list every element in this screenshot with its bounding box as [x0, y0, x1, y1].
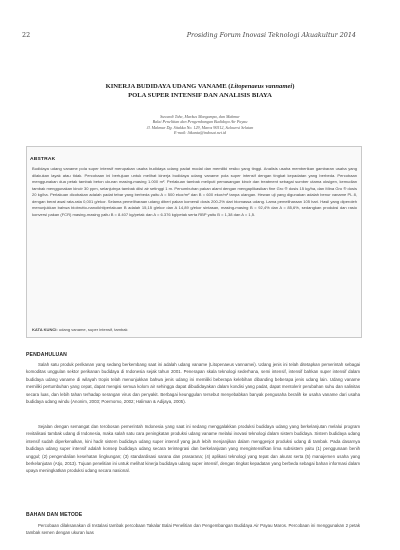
intro-paragraph-1: Salah satu produk perikanan yang sedang berkembang saat ini adalah udang vaname (Litopenaeus vannamei). Udang jenis ini telah ditetapkan pemerintah sebagai komoditas unggulan sektor perikanan budidaya di Indonesia sejak tahun 2001. Penerapan skala teknologi sederhana, semi intensif, intensif bahkan super intensif dalam budidaya udang vaname di wilayah tropis telah menunjukkan bahwa jenis udang ini memiliki beberapa kelebihan dibanding beberapa jenis udang lain. Udang vaname memiliki pertumbuhan yang cepat, dapat mengisi semua kolom air sehingga dapat dibudidayakan dalam kondisi yang padat, dapat mentolerir perubahan suhu dan salinitas secara luas, dan lebih tahan terhadap serangan virus dan penyakit. Berbagai keunggulan tersebut menyebabkan banyak pengusaha beralih ke usaha vaname dari usaha budidaya udang windu (Anonim, 2003; Poernomo, 2002; Haliman & Adijaya, 2005).	[26, 362, 360, 405]
page-number: 22	[22, 31, 31, 39]
methods-paragraph-1: Percobaan dilaksanakan di Instalasi tambak percobaan Takalar Balai Penelitian dan Pengembangan Budidaya Air Payau Maros. Percobaan ini menggunakan 2 petak tambak semen dengan ukuran luas	[26, 523, 360, 536]
paper-title	[52, 82, 348, 100]
author-email: E-mail: litkanta@indosat.net.id	[173, 130, 227, 136]
intro-paragraph-2: Sejalan dengan semangat dan terobosan pemerintah Indonesia yang saat ini sedang menggalakkan produksi budidaya udang yang berkelanjutan melalui program revitalisasi tambak udang di Indonesia, maka salah satu cara peningkatan produksi udang vaname melalui inovasi teknologi dalam sistem budidaya. Sistem budidaya udang intensif sudah diperkenalkan, kini hadir sistem budidaya udang super intensif yang jauh lebih menjanjikan dalam menggenjot produksi udang di tambak. Pada dasarnya budidaya udang super intensif adalah konsep budidaya udang secara terintegrasi dan berkelanjutan yang mengintensifkan lima subsistem yaitu (1) penggunaan benih unggul; (2) pengendalian kesehatan lingkungan; (3) standardisasi sarana dan prasarana; (4) aplikasi teknologi yang tepat dan akurat serta (5) manajemen usaha yang berkelanjutan (Atjo, 2013). Tujuan penelitian ini untuk melihat kinerja budidaya udang super intensif, dengan tingkat kepadatan yang berbeda sebagai bahan informasi dalam upaya meningkatkan produksi udang secara nasional.	[26, 424, 360, 474]
title-line-1: KINERJA BUDIDAYA UDANG VANAME (Litopenaeus vannamei)	[105, 83, 295, 90]
journal-name: Prosiding Forum Inovasi Teknologi Akuakultur 2014	[186, 31, 356, 39]
running-header	[22, 31, 356, 39]
keywords-label: KATA KUNCI:	[32, 327, 58, 332]
abstract-text: Budidaya udang vaname pola super intensif merupakan usaha budidaya udang padat modal dan memiliki resiko yang tinggi. Analisis usaha memberikan gambaran usaha yang dilakukan layak atau tidak. Percobaan ini bertujuan untuk melihat kinerja budidaya udang vaname pola super intensif dengan tingkat kepadatan yang berbeda. Percobaan menggunakan dua petak tambak beton ukuran masing-masing 1.000 m². Perlakuan tambak meliputi pemasangan kincir dan treatment sebagai sumber utama oksigen, kemudian tambak menggunakan kincir 30 ppm, selanjutnya tambak diisi air setinggi 1 m. Penumbuhan pakan alami dengan mengaplikasikan fine Gro ® dosis 15 kg/ha, dan Mina Gro ® dosis 20 kg/ha. Perlakuan dicobakan adalah padat tebar yang berbeda yaitu A = 500 ekor/m² dan B = 600 ekor/m² tanpa ulangan. Hewan uji yang digunakan adalah benur vaname PL 8, dengan berat awal rata-rata 0,001 g/ekor. Selama pemeliharaan udang diberi pakan komersil dosis 200-2% dari biomassa udang. Lama pemeliharaan 105 hari. Hasil yang diperoleh menunjukkan bahwa biobrutto-nanoikhtiperlakuan B adalah 15,15 g/ekor dan A 14,89 g/ekor sintasan, masing-masing B = 92,4% dan A = 85,6%, sedangkan produksi dan rasio konversi pakan (FCR) masing-masing yaitu B = 8.407 kg/petak dan A = 6.376 kg/petak serta RBP yaitu B = 1,38 dan A = 1,5.	[32, 166, 357, 217]
keywords-text: udang vaname, super intensif, tambak	[58, 327, 128, 332]
author-affiliation: Balai Penelitian dan Pengembangan Budidaya Air Payau	[152, 119, 248, 125]
author-names: Suwardi Tahe, Markus Mangampa, dan Makmur	[160, 114, 240, 119]
species-name: Litopenaeus vannamei	[230, 83, 293, 90]
author-address: Jl. Makmur Dg. Sitakka No. 129, Maros 90512, Sulawesi Selatan	[146, 124, 254, 130]
title-line-2: POLA SUPER INTENSIF DAN ANALISIS BIAYA	[128, 92, 272, 99]
abstract-heading: ABSTRAK	[30, 157, 56, 162]
keywords	[32, 327, 357, 333]
section-heading-bahan-metode: BAHAN DAN METODE	[26, 512, 83, 518]
author-block	[60, 114, 340, 136]
section-heading-pendahuluan: PENDAHULUAN	[26, 352, 67, 358]
